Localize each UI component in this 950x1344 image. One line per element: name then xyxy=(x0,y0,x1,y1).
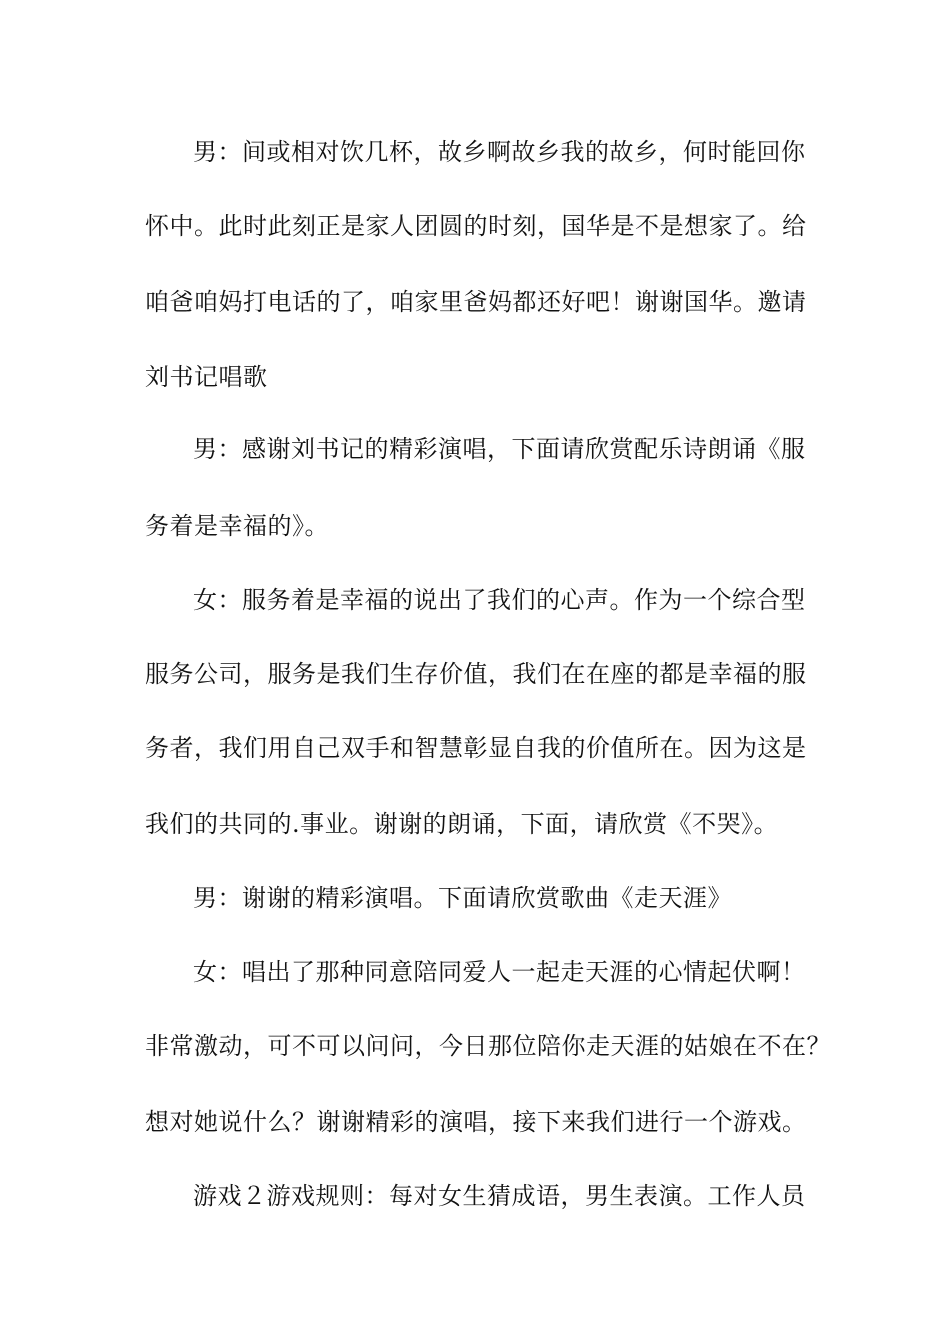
paragraph-line: 刘书记唱歌 xyxy=(145,363,268,391)
paragraph-line: 游戏２游戏规则：每对女生猜成语，男生表演。工作人员 xyxy=(193,1182,806,1210)
paragraph-line: 男：谢谢的精彩演唱。下面请欣赏歌曲《走天涯》 xyxy=(193,884,732,912)
paragraph-line: 想对她说什么？谢谢精彩的演唱，接下来我们进行一个游戏。 xyxy=(145,1108,807,1136)
paragraph-line: 咱爸咱妈打电话的了，咱家里爸妈都还好吧！谢谢国华。邀请 xyxy=(145,288,807,316)
paragraph-line: 我们的共同的.事业。谢谢的朗诵，下面，请欣赏《不哭》。 xyxy=(145,810,779,838)
paragraph-line: 务者，我们用自己双手和智慧彰显自我的价值所在。因为这是 xyxy=(145,734,807,762)
paragraph-line: 女：唱出了那种同意陪同爱人一起走天涯的心情起伏啊！ xyxy=(193,958,806,986)
paragraph-line: 怀中。此时此刻正是家人团圆的时刻，国华是不是想家了。给 xyxy=(145,212,807,240)
paragraph-line: 务着是幸福的》。 xyxy=(145,512,329,540)
paragraph-line: 女：服务着是幸福的说出了我们的心声。作为一个综合型 xyxy=(193,586,806,614)
paragraph-line: 男：感谢刘书记的精彩演唱，下面请欣赏配乐诗朗诵《服 xyxy=(193,435,806,463)
paragraph-line: 非常激动，可不可以问问，今日那位陪你走天涯的姑娘在不在？ xyxy=(145,1032,831,1060)
paragraph-line: 服务公司，服务是我们生存价值，我们在在座的都是幸福的服 xyxy=(145,660,807,688)
paragraph-line: 男：间或相对饮几杯，故乡啊故乡我的故乡，何时能回你 xyxy=(193,138,806,166)
